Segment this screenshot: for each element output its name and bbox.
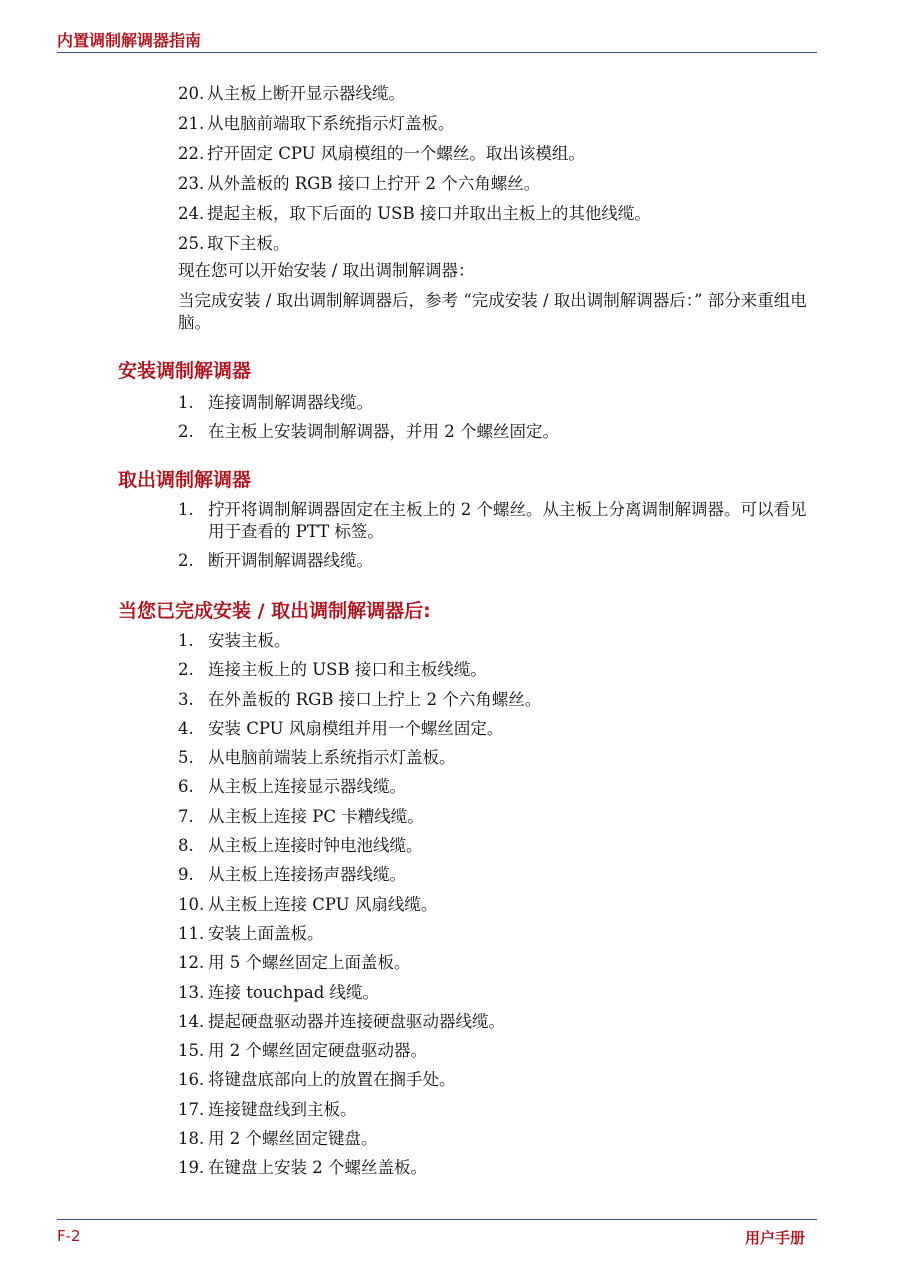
list-item xyxy=(178,1128,808,1150)
step-number: 10. xyxy=(178,894,205,914)
list-item xyxy=(178,143,808,165)
step-text: 从电脑前端取下系统指示灯盖板。 xyxy=(207,114,455,133)
list-item xyxy=(178,392,808,414)
list-item xyxy=(178,421,808,443)
running-header-title: 内置调制解调器指南 xyxy=(57,31,202,50)
manual-title: 用户手册 xyxy=(745,1229,806,1247)
reassemble-paragraph: 当完成安装 / 取出调制解调器后，参考 “完成安装 / 取出调制解调器后：” 部分来重组电脑。 xyxy=(178,291,807,332)
install-modem-heading: 安装调制解调器 xyxy=(118,360,252,382)
step-number: 15. xyxy=(178,1041,205,1061)
step-text: 用 2 个螺丝固定硬盘驱动器。 xyxy=(208,1041,427,1061)
list-item xyxy=(178,718,808,740)
step-number: 2. xyxy=(178,551,194,571)
list-item xyxy=(178,864,808,886)
reassembly-steps xyxy=(178,630,808,1187)
step-text: 安装主板。 xyxy=(208,631,291,650)
step-text: 拧开固定 CPU 风扇模组的一个螺丝。取出该模组。 xyxy=(207,144,585,163)
step-number: 7. xyxy=(178,806,194,826)
list-item xyxy=(178,630,808,652)
step-text: 从主板上连接显示器线缆。 xyxy=(208,777,406,797)
step-text: 拧开将调制解调器固定在主板上的 2 个螺丝。从主板上分离调制解调器。可以看见用于查看的 PTT 标签。 xyxy=(208,500,807,541)
step-text: 安装上面盖板。 xyxy=(208,923,324,943)
step-number: 18. xyxy=(178,1129,205,1149)
step-number: 14. xyxy=(178,1011,205,1031)
remove-modem-heading: 取出调制解调器 xyxy=(118,469,252,491)
list-item xyxy=(178,1157,808,1179)
step-text: 断开调制解调器线缆。 xyxy=(208,551,373,571)
step-number: 11. xyxy=(178,923,205,943)
step-text: 在键盘上安装 2 个螺丝盖板。 xyxy=(208,1158,427,1178)
step-text: 从主板上连接 CPU 风扇线缆。 xyxy=(208,894,438,914)
step-number: 13. xyxy=(178,982,205,1002)
step-text: 连接调制解调器线缆。 xyxy=(208,393,373,412)
step-number: 22. xyxy=(178,144,205,163)
list-item xyxy=(178,659,808,681)
step-text: 取下主板。 xyxy=(207,234,290,253)
step-text: 提起主板，取下后面的 USB 接口并取出主板上的其他线缆。 xyxy=(207,204,651,223)
step-number: 9. xyxy=(178,865,194,885)
step-text: 连接键盘线到主板。 xyxy=(208,1099,357,1119)
step-text: 将键盘底部向上的放置在搁手处。 xyxy=(208,1070,456,1090)
remove-steps xyxy=(178,499,808,580)
step-number: 1. xyxy=(178,500,194,519)
step-number: 6. xyxy=(178,777,194,797)
step-text: 连接主板上的 USB 接口和主板线缆。 xyxy=(208,660,487,680)
header-rule xyxy=(57,52,817,53)
step-number: 3. xyxy=(178,689,194,709)
list-item xyxy=(178,952,808,974)
step-number: 23. xyxy=(178,174,205,193)
step-text: 从外盖板的 RGB 接口上拧开 2 个六角螺丝。 xyxy=(207,174,541,193)
removal-steps-continued xyxy=(178,83,808,263)
step-text: 用 5 个螺丝固定上面盖板。 xyxy=(208,953,411,973)
list-item xyxy=(178,982,808,1004)
step-text: 从主板上连接 PC 卡糟线缆。 xyxy=(208,806,424,826)
list-item xyxy=(178,806,808,828)
step-text: 用 2 个螺丝固定键盘。 xyxy=(208,1129,378,1149)
step-text: 安装 CPU 风扇模组并用一个螺丝固定。 xyxy=(208,718,504,738)
step-number: 1. xyxy=(178,631,194,650)
step-number: 5. xyxy=(178,748,194,768)
after-install-heading: 当您已完成安装 / 取出调制解调器后: xyxy=(118,600,431,622)
list-item xyxy=(178,1099,808,1121)
step-text: 连接 touchpad 线缆。 xyxy=(208,982,380,1002)
list-item xyxy=(178,689,808,711)
list-item xyxy=(178,1069,808,1091)
step-number: 19. xyxy=(178,1158,205,1178)
list-item xyxy=(178,747,808,769)
list-item xyxy=(178,113,808,135)
list-item xyxy=(178,923,808,945)
list-item xyxy=(178,835,808,857)
list-item xyxy=(178,83,808,105)
step-number: 25. xyxy=(178,234,205,253)
step-number: 2. xyxy=(178,660,194,680)
step-number: 2. xyxy=(178,422,194,442)
list-item xyxy=(178,776,808,798)
step-number: 16. xyxy=(178,1070,205,1090)
step-text: 在外盖板的 RGB 接口上拧上 2 个六角螺丝。 xyxy=(208,689,542,709)
footer-rule xyxy=(57,1219,817,1220)
step-text: 从主板上连接时钟电池线缆。 xyxy=(208,836,423,856)
step-number: 21. xyxy=(178,114,205,133)
step-text: 从主板上断开显示器线缆。 xyxy=(207,84,405,103)
step-text: 在主板上安装调制解调器，并用 2 个螺丝固定。 xyxy=(208,422,559,442)
step-text: 从电脑前端装上系统指示灯盖板。 xyxy=(208,748,456,768)
list-item xyxy=(178,173,808,195)
step-text: 从主板上连接扬声器线缆。 xyxy=(208,865,406,885)
list-item xyxy=(178,1040,808,1062)
step-number: 4. xyxy=(178,718,194,738)
list-item xyxy=(178,550,808,572)
step-number: 20. xyxy=(178,84,205,103)
step-number: 12. xyxy=(178,953,205,973)
page-number: F-2 xyxy=(57,1227,81,1245)
step-number: 17. xyxy=(178,1099,205,1119)
ready-paragraph: 现在您可以开始安装 / 取出调制解调器： xyxy=(178,261,475,280)
list-item xyxy=(178,894,808,916)
install-steps xyxy=(178,392,808,451)
step-text: 提起硬盘驱动器并连接硬盘驱动器线缆。 xyxy=(208,1011,505,1031)
step-number: 8. xyxy=(178,836,194,856)
list-item xyxy=(178,499,808,543)
list-item xyxy=(178,233,808,255)
list-item xyxy=(178,1011,808,1033)
step-number: 1. xyxy=(178,393,194,412)
list-item xyxy=(178,203,808,225)
step-number: 24. xyxy=(178,204,205,223)
